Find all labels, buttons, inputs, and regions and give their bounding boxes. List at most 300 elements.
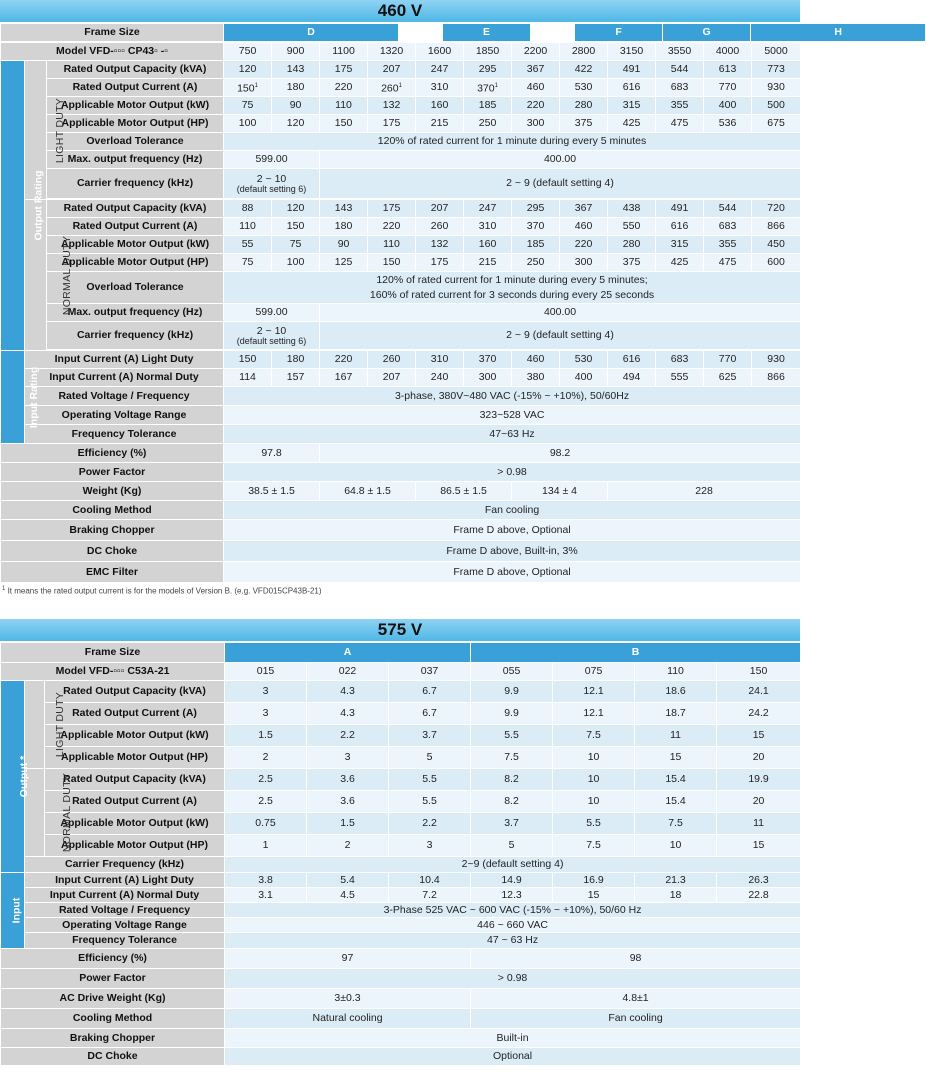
cell: 75 xyxy=(224,97,272,115)
row-label: Applicable Motor Output (kW) xyxy=(45,813,225,835)
cell: 220 xyxy=(512,97,560,115)
cell: 7.5 xyxy=(553,725,635,747)
cell: 180 xyxy=(320,218,368,236)
model-cell: 750 xyxy=(224,43,272,61)
efficiency-row xyxy=(1,444,801,463)
row-label: Efficiency (%) xyxy=(1,444,224,463)
cell: 21.3 xyxy=(635,873,717,888)
cell: 220 xyxy=(560,236,608,254)
cell: 3.7 xyxy=(389,725,471,747)
cell: 120 xyxy=(272,200,320,218)
cell: 207 xyxy=(368,369,416,387)
cell: 315 xyxy=(656,236,704,254)
row-label: Applicable Motor Output (HP) xyxy=(45,747,225,769)
efficiency-row xyxy=(1,949,801,969)
cell: 260 xyxy=(416,218,464,236)
cell: > 0.98 xyxy=(225,969,801,989)
ld-hp-row xyxy=(1,747,801,769)
nd-cur-row xyxy=(1,218,801,236)
cell: 2.5 xyxy=(225,791,307,813)
model-label: Model VFD-▫▫▫ CP43▫ -▫ xyxy=(1,43,224,61)
model-cell: 1600 xyxy=(416,43,464,61)
cell: 167 xyxy=(320,369,368,387)
row-label: Weight (Kg) xyxy=(1,482,224,501)
cell: 370 xyxy=(512,218,560,236)
cell: 683 xyxy=(704,218,752,236)
nd-hp-row xyxy=(1,254,801,272)
model-cell: 1850 xyxy=(464,43,512,61)
cell: 5.5 xyxy=(471,725,553,747)
row-label: Braking Chopper xyxy=(1,1029,225,1048)
freq-tolerance-row xyxy=(1,425,801,444)
cell: 544 xyxy=(656,61,704,79)
cell: 310 xyxy=(416,79,464,97)
cell: 207 xyxy=(368,61,416,79)
cell: 132 xyxy=(368,97,416,115)
cell: 110 xyxy=(320,97,368,115)
cell: 2 ~ 10 (default setting 6) xyxy=(224,169,320,199)
cell: 185 xyxy=(512,236,560,254)
model-cell: 055 xyxy=(471,663,553,681)
cell: 3 xyxy=(225,681,307,703)
cell: 599.00 xyxy=(224,304,320,322)
cell: 475 xyxy=(704,254,752,272)
cell: 12.1 xyxy=(553,681,635,703)
cell: 460 xyxy=(512,351,560,369)
cell: 300 xyxy=(464,369,512,387)
cell: 4.8±1 xyxy=(471,989,801,1009)
spec-table-575v xyxy=(0,642,801,1066)
model-cell: 3150 xyxy=(608,43,656,61)
nd-freq-row xyxy=(1,304,801,322)
emc-row xyxy=(1,562,801,583)
row-label: EMC Filter xyxy=(1,562,224,583)
cell: 90 xyxy=(320,236,368,254)
row-label: Applicable Motor Output (kW) xyxy=(47,236,224,254)
cell: 675 xyxy=(752,115,801,133)
cell: 600 xyxy=(752,254,801,272)
in-nd-row xyxy=(1,369,801,387)
row-label: Frequency Tolerance xyxy=(25,933,225,949)
model-cell: 037 xyxy=(389,663,471,681)
weight-row xyxy=(1,989,801,1009)
cell: 10 xyxy=(553,769,635,791)
cell: 530 xyxy=(560,79,608,97)
cell: 185 xyxy=(464,97,512,115)
row-label: Input Current (A) Normal Duty xyxy=(25,888,225,903)
cell: 3.6 xyxy=(307,769,389,791)
row-label: Cooling Method xyxy=(1,1009,225,1029)
cell: 2 ~ 9 (default setting 4) xyxy=(320,169,801,199)
row-label: Applicable Motor Output (HP) xyxy=(47,254,224,272)
normal-duty-group: NORMAL DUTY xyxy=(25,769,45,857)
cell: 438 xyxy=(608,200,656,218)
cell: 150 xyxy=(224,351,272,369)
cell: 295 xyxy=(464,61,512,79)
cell: 47~63 Hz xyxy=(224,425,801,444)
cell: 494 xyxy=(608,369,656,387)
cell: 175 xyxy=(368,115,416,133)
cell: 3-Phase 525 VAC ~ 600 VAC (-15% ~ +10%), 50/60 Hz xyxy=(225,903,801,918)
cell: 550 xyxy=(608,218,656,236)
cell: 400 xyxy=(704,97,752,115)
ld-cap-row xyxy=(1,681,801,703)
cell: 450 xyxy=(752,236,801,254)
row-label: Operating Voltage Range xyxy=(25,918,225,933)
cell: 5.5 xyxy=(553,813,635,835)
cell: 3.6 xyxy=(307,791,389,813)
ld-carrier-row xyxy=(1,169,801,199)
cell: 9.9 xyxy=(471,681,553,703)
cell: 12.1 xyxy=(553,703,635,725)
cell: 134 ± 4 xyxy=(512,482,608,501)
cell: 280 xyxy=(608,236,656,254)
cooling-row xyxy=(1,501,801,520)
row-label: Braking Chopper xyxy=(1,520,224,541)
in-ld-row xyxy=(1,351,801,369)
cell: 9.9 xyxy=(471,703,553,725)
cell: 5.4 xyxy=(307,873,389,888)
output-rating-group: Output Rating xyxy=(1,61,25,351)
cell: 114 xyxy=(224,369,272,387)
cell: 380 xyxy=(512,369,560,387)
braking-row xyxy=(1,1029,801,1048)
cell: 10.4 xyxy=(389,873,471,888)
cell: 310 xyxy=(464,218,512,236)
row-label: AC Drive Weight (Kg) xyxy=(1,989,225,1009)
cell: Fan cooling xyxy=(224,501,801,520)
cell: 536 xyxy=(704,115,752,133)
cell: 11 xyxy=(717,813,801,835)
row-label: DC Choke xyxy=(1,541,224,562)
in-nd-row xyxy=(1,888,801,903)
cell: 150 xyxy=(368,254,416,272)
nd-overload-row xyxy=(1,272,801,304)
cell: 4.3 xyxy=(307,681,389,703)
cell: 15.4 xyxy=(635,791,717,813)
cell: 215 xyxy=(464,254,512,272)
nd-cap-row xyxy=(1,200,801,218)
cell: 47 ~ 63 Hz xyxy=(225,933,801,949)
model-cell: 1100 xyxy=(320,43,368,61)
nd-kw-row xyxy=(1,236,801,254)
cell: 8.2 xyxy=(471,791,553,813)
cell: 613 xyxy=(704,61,752,79)
row-label: Applicable Motor Output (kW) xyxy=(45,725,225,747)
spec-table-460v xyxy=(0,23,926,42)
rated-voltage-row xyxy=(1,903,801,918)
cell: 247 xyxy=(416,61,464,79)
cell: 150 xyxy=(320,115,368,133)
cell: 75 xyxy=(272,236,320,254)
cell: 228 xyxy=(608,482,801,501)
input-rating-group: Input Rating xyxy=(1,351,25,444)
carrier-row xyxy=(1,857,801,873)
weight-row xyxy=(1,482,801,501)
cell: 310 xyxy=(416,351,464,369)
cell: 770 xyxy=(704,79,752,97)
row-label: Input Current (A) Normal Duty xyxy=(25,369,224,387)
cell: 120% of rated current for 1 minute during every 5 minutes; 160% of rated current for 3 seconds during every 25 seconds xyxy=(224,272,801,304)
cell: 100 xyxy=(224,115,272,133)
cell: 355 xyxy=(704,236,752,254)
model-cell: 075 xyxy=(553,663,635,681)
cell: 175 xyxy=(320,61,368,79)
spec-table-460v-body xyxy=(0,42,801,583)
frame-size-label: Frame Size xyxy=(1,24,224,42)
frame-size-row xyxy=(1,643,801,663)
row-label: Max. output frequency (Hz) xyxy=(47,151,224,169)
cell: 3 xyxy=(389,835,471,857)
cell: 0.75 xyxy=(225,813,307,835)
model-cell: 022 xyxy=(307,663,389,681)
cell: 247 xyxy=(464,200,512,218)
table-title-460v: 460 V xyxy=(0,0,800,23)
cell: 20 xyxy=(717,791,801,813)
model-cell: 150 xyxy=(717,663,801,681)
cell: 180 xyxy=(272,351,320,369)
frame-size-label: Frame Size xyxy=(1,643,225,663)
cell: 16.9 xyxy=(553,873,635,888)
cell: 367 xyxy=(512,61,560,79)
cell: 375 xyxy=(560,115,608,133)
cell: 5.5 xyxy=(389,769,471,791)
cell: 616 xyxy=(608,351,656,369)
cell: 425 xyxy=(656,254,704,272)
cell: 3.8 xyxy=(225,873,307,888)
cell: 3 xyxy=(225,703,307,725)
cell: 38.5 ± 1.5 xyxy=(224,482,320,501)
row-label: Power Factor xyxy=(1,463,224,482)
cell: 770 xyxy=(704,351,752,369)
cell: 250 xyxy=(512,254,560,272)
frame-e: E xyxy=(443,24,531,42)
frame-d: D xyxy=(224,24,399,42)
cell: 2 xyxy=(307,835,389,857)
cell: 3-phase, 380V~480 VAC (-15% ~ +10%), 50/60Hz xyxy=(224,387,801,406)
cell: 10 xyxy=(553,791,635,813)
cell: 12.3 xyxy=(471,888,553,903)
cell: 4.3 xyxy=(307,703,389,725)
nd-cur-row xyxy=(1,791,801,813)
cell: 120 xyxy=(224,61,272,79)
cell: 220 xyxy=(368,218,416,236)
model-cell: 5000 xyxy=(752,43,801,61)
dc-choke-row xyxy=(1,541,801,562)
cell: 240 xyxy=(416,369,464,387)
operating-voltage-row xyxy=(1,406,801,425)
cell: 370 xyxy=(464,351,512,369)
cell: 120% of rated current for 1 minute during every 5 minutes xyxy=(224,133,801,151)
cell: 157 xyxy=(272,369,320,387)
model-cell: 4000 xyxy=(704,43,752,61)
frame-g: G xyxy=(663,24,751,42)
nd-hp-row xyxy=(1,835,801,857)
cell: 11 xyxy=(635,725,717,747)
cell: 15 xyxy=(553,888,635,903)
cell: 7.5 xyxy=(635,813,717,835)
row-label: Rated Voltage / Frequency xyxy=(25,903,225,918)
cell: 26.3 xyxy=(717,873,801,888)
row-label: Rated Output Capacity (kVA) xyxy=(47,61,224,79)
cell: 88 xyxy=(224,200,272,218)
cell: 97.8 xyxy=(224,444,320,463)
cell: Optional xyxy=(225,1048,801,1066)
cell: 10 xyxy=(553,747,635,769)
cell: 720 xyxy=(752,200,801,218)
cell: 530 xyxy=(560,351,608,369)
ld-hp-row xyxy=(1,115,801,133)
model-cell: 1320 xyxy=(368,43,416,61)
cell: 15 xyxy=(717,725,801,747)
cell: Natural cooling xyxy=(225,1009,471,1029)
cell: 930 xyxy=(752,79,801,97)
cell: 1.5 xyxy=(307,813,389,835)
row-label: Carrier Frequency (kHz) xyxy=(25,857,225,873)
cell: 400.00 xyxy=(320,151,801,169)
cell: 15 xyxy=(635,747,717,769)
frame-f: F xyxy=(575,24,663,42)
row-label: Power Factor xyxy=(1,969,225,989)
braking-row xyxy=(1,520,801,541)
nd-carrier-row xyxy=(1,322,801,350)
row-label: Carrier frequency (kHz) xyxy=(47,169,224,199)
cell: 18.7 xyxy=(635,703,717,725)
cell: 110 xyxy=(224,218,272,236)
cell: 491 xyxy=(656,200,704,218)
cell: 10 xyxy=(635,835,717,857)
row-label: Input Current (A) Light Duty xyxy=(25,873,225,888)
row-label: Carrier frequency (kHz) xyxy=(47,322,224,350)
model-row xyxy=(1,43,801,61)
cell: 367 xyxy=(560,200,608,218)
row-label: Rated Output Capacity (kVA) xyxy=(47,200,224,218)
cell: 400 xyxy=(560,369,608,387)
cell: 625 xyxy=(704,369,752,387)
cell: 280 xyxy=(560,97,608,115)
nd-cap-row xyxy=(1,769,801,791)
row-label: Applicable Motor Output (HP) xyxy=(45,835,225,857)
row-label: Rated Output Capacity (kVA) xyxy=(45,769,225,791)
cell: Fan cooling xyxy=(471,1009,801,1029)
cell: 866 xyxy=(752,369,801,387)
cell: 14.9 xyxy=(471,873,553,888)
cell: 2.2 xyxy=(389,813,471,835)
cell: 5 xyxy=(471,835,553,857)
cell: 616 xyxy=(656,218,704,236)
cell: 15 xyxy=(717,835,801,857)
model-cell: 110 xyxy=(635,663,717,681)
cell: 215 xyxy=(416,115,464,133)
cell: > 0.98 xyxy=(224,463,801,482)
normal-duty-group: NORMAL DUTY xyxy=(25,200,47,351)
row-label: Frequency Tolerance xyxy=(25,425,224,444)
cell: 460 xyxy=(512,79,560,97)
cell: 24.1 xyxy=(717,681,801,703)
model-row xyxy=(1,663,801,681)
cell: 15.4 xyxy=(635,769,717,791)
cell: 300 xyxy=(560,254,608,272)
dc-choke-row xyxy=(1,1048,801,1066)
cell: 400.00 xyxy=(320,304,801,322)
cell: 475 xyxy=(656,115,704,133)
ld-overload-row xyxy=(1,133,801,151)
freq-tolerance-row xyxy=(1,933,801,949)
cell: 19.9 xyxy=(717,769,801,791)
cell: 6.7 xyxy=(389,681,471,703)
row-label: Rated Voltage / Frequency xyxy=(25,387,224,406)
row-label: Max. output frequency (Hz) xyxy=(47,304,224,322)
model-cell: 3550 xyxy=(656,43,704,61)
frame-size-row xyxy=(1,24,926,42)
cell: 3 xyxy=(307,747,389,769)
in-ld-row xyxy=(1,873,801,888)
cell: 64.8 ± 1.5 xyxy=(320,482,416,501)
cell: 207 xyxy=(416,200,464,218)
cell: 7.2 xyxy=(389,888,471,903)
cell: 2~9 (default setting 4) xyxy=(225,857,801,873)
power-factor-row xyxy=(1,463,801,482)
frame-a: A xyxy=(225,643,471,663)
cell: Frame D above, Optional xyxy=(224,520,801,541)
cell: 1 xyxy=(225,835,307,857)
model-label: Model VFD-▫▫▫ C53A-21 xyxy=(1,663,225,681)
cell: 7.5 xyxy=(553,835,635,857)
cell: 98 xyxy=(471,949,801,969)
cell: 220 xyxy=(320,79,368,97)
cell: 555 xyxy=(656,369,704,387)
cell: 7.5 xyxy=(471,747,553,769)
cell: Frame D above, Built-in, 3% xyxy=(224,541,801,562)
cell: 120 xyxy=(272,115,320,133)
cell: 175 xyxy=(416,254,464,272)
cell: 150 xyxy=(272,218,320,236)
cell: 220 xyxy=(320,351,368,369)
frame-h: H xyxy=(751,24,926,42)
model-cell: 2800 xyxy=(560,43,608,61)
light-duty-group: LIGHT DUTY xyxy=(25,681,45,769)
cell: 616 xyxy=(608,79,656,97)
row-label: Efficiency (%) xyxy=(1,949,225,969)
cell: $150^1$ xyxy=(224,79,272,97)
input-group: Input xyxy=(1,873,25,949)
cell: 3.1 xyxy=(225,888,307,903)
cell: 125 xyxy=(320,254,368,272)
model-cell: 015 xyxy=(225,663,307,681)
cell: 160 xyxy=(416,97,464,115)
cell: 97 xyxy=(225,949,471,969)
power-factor-row xyxy=(1,969,801,989)
ld-kw-row xyxy=(1,97,801,115)
cell: 295 xyxy=(512,200,560,218)
row-label: Rated Output Capacity (kVA) xyxy=(45,681,225,703)
cell: 160 xyxy=(464,236,512,254)
cell: 75 xyxy=(224,254,272,272)
cell: 2 xyxy=(225,747,307,769)
cell: 446 ~ 660 VAC xyxy=(225,918,801,933)
cell: 460 xyxy=(560,218,608,236)
cell: 143 xyxy=(272,61,320,79)
ld-cur-row xyxy=(1,79,801,97)
row-label: Rated Output Current (A) xyxy=(47,79,224,97)
model-cell: 2200 xyxy=(512,43,560,61)
cell: 132 xyxy=(416,236,464,254)
cell: 375 xyxy=(608,254,656,272)
row-label: Applicable Motor Output (HP) xyxy=(47,115,224,133)
rated-voltage-row xyxy=(1,387,801,406)
row-label: Operating Voltage Range xyxy=(25,406,224,425)
table-title-575v: 575 V xyxy=(0,619,800,642)
